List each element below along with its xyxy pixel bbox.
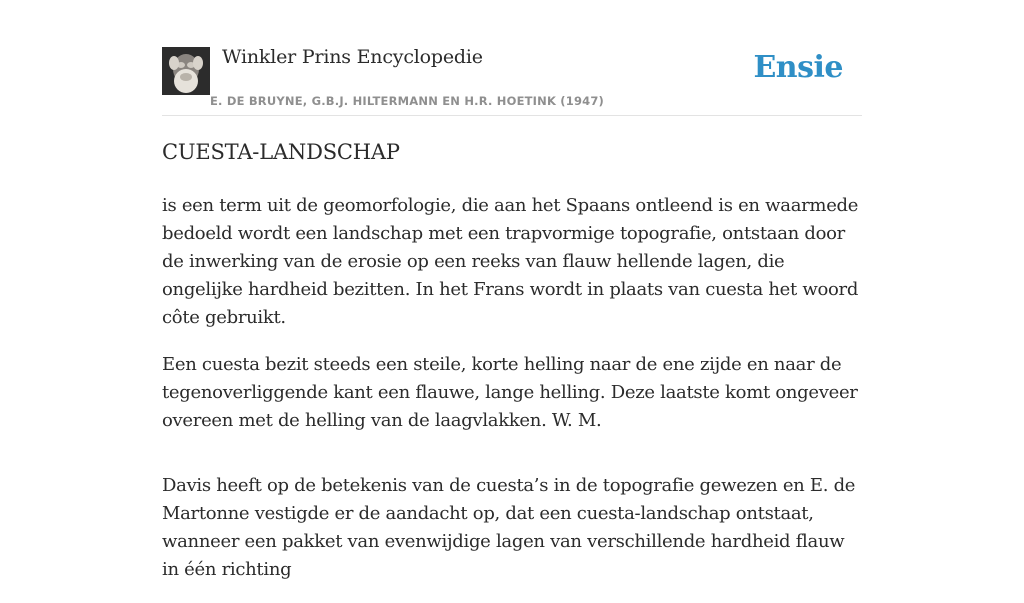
page bbox=[162, 0, 862, 580]
author-avatar bbox=[162, 47, 210, 95]
header bbox=[162, 0, 862, 116]
paragraph-1: is een term uit de geomorfologie, die aan het Spaans ontleend is en waarmede bedoeld wordt een landschap met een trapvormige topografie, ontstaan door de inwerking van de erosie op een reeks van flauw hellende lagen, die ongelijke hardheid bezitten. In het Frans wordt in plaats van cuesta het woord côte gebruikt. bbox=[162, 195, 859, 328]
article-body bbox=[162, 192, 866, 603]
brand-logo[interactable]: Ensie bbox=[753, 50, 843, 85]
article-title: CUESTA-LANDSCHAP bbox=[162, 140, 400, 164]
paragraph-3: Davis heeft op de betekenis van de cuesta’s in de topografie gewezen en E. de Martonne vestigde er de aandacht op, dat een cuesta-landschap ontstaat, wanneer een pakket van evenwijdige lagen van verschillende hardheid flauw in één richting bbox=[162, 475, 856, 580]
publication-title[interactable]: Winkler Prins Encyclopedie bbox=[222, 46, 483, 68]
publication-authors: E. DE BRUYNE, G.B.J. HILTERMANN EN H.R. HOETINK (1947) bbox=[210, 94, 605, 108]
paragraph-2: Een cuesta bezit steeds een steile, korte helling naar de ene zijde en naar de tegenoverliggende kant een flauwe, lange helling. Deze laatste komt ongeveer overeen met de helling van de laagvlakken. W. M. bbox=[162, 354, 858, 431]
portrait-icon bbox=[162, 47, 210, 95]
